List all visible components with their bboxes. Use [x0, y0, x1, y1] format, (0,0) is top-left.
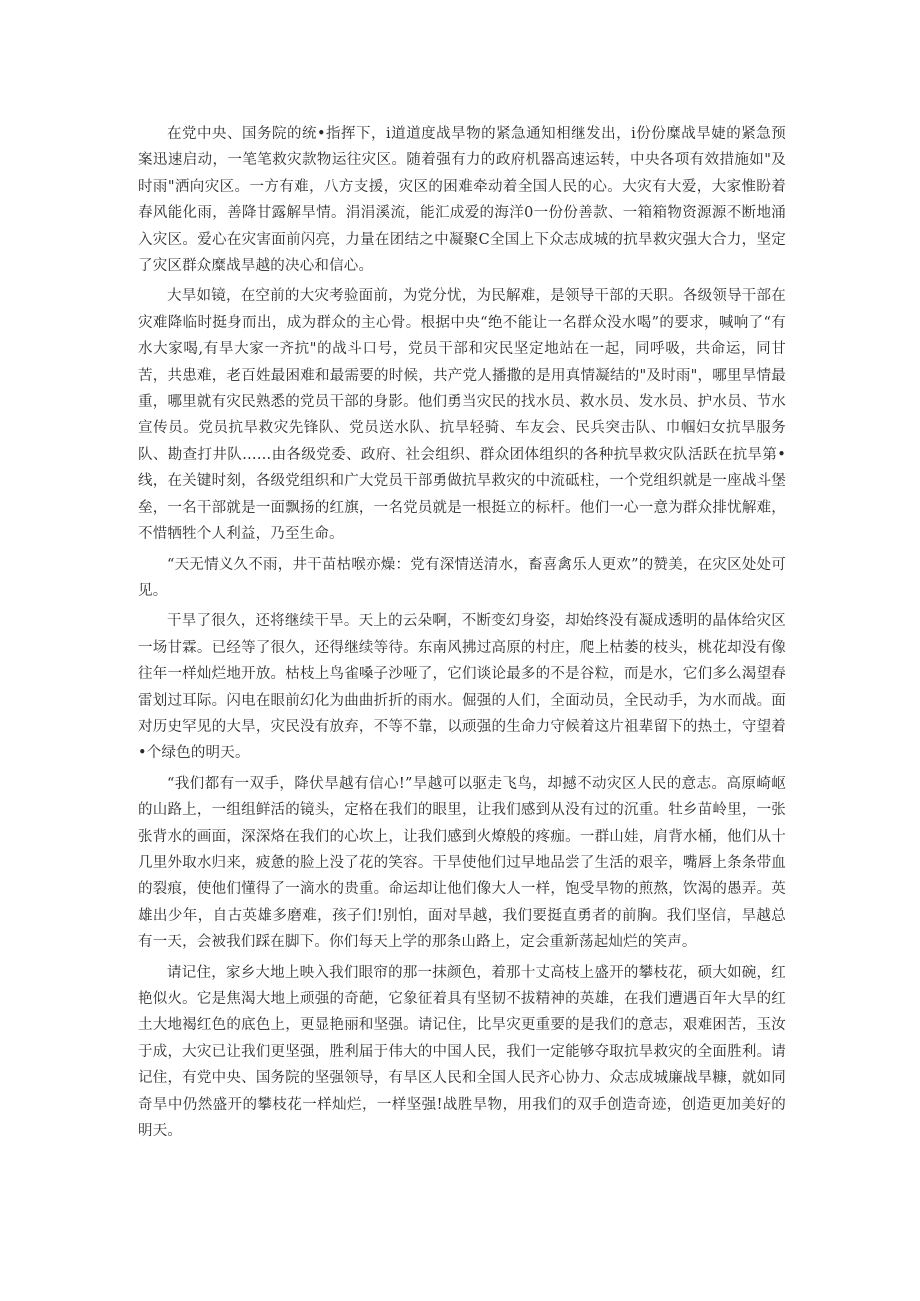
- paragraph-4: 干旱了很久，还将继续干旱。天上的云朵啊，不断变幻身姿，却始终没有凝成透明的晶体给灾区一场甘霖。已经等了很久，还得继续等待。东南风拂过高原的村庄，爬上枯萎的枝头，桃花却没有像往年一样灿烂地开放。枯枝上鸟雀嗓子沙哑了，它们谈论最多的不是谷粒，而是水，它们多么渴望春雷划过耳际。闪电在眼前幻化为曲曲折折的雨水。倔强的人们，全面动员，全民动手，为水而战。面对历史罕见的大旱，灾民没有放弃，不等不靠，以顽强的生命力守候着这片祖辈留下的热土，守望着•个绿色的明天。: [138, 613, 786, 762]
- paragraph-5: “我们都有一双手，降伏旱越有信心!”旱越可以驱走飞鸟，却撼不动灾区人民的意志。高原崎岖的山路上，一组组鲜活的镜头，定格在我们的眼里，让我们感到从没有过的沉重。牡乡苗岭里，一张张背水的画面，深深烙在我们的心坎上，让我们感到火燎般的疼痂。一群山娃，肩背水桶，他们从十几里外取水归来，疲惫的脸上没了花的笑容。干旱使他们过早地品尝了生活的艰辛，嘴唇上条条带血的裂痕，使他们懂得了一滴水的贵重。命运却让他们像大人一样，饱受旱物的煎熬，饮渴的愚弄。英雄出少年，自古英雄多磨难，孩子们!别怕，面对旱越，我们要挺直勇者的前胸。我们坚信，旱越总有一天，会被我们踩在脚下。你们每天上学的那条山路上，定会重新荡起灿烂的笑声。: [138, 775, 786, 951]
- document-body: [138, 121, 786, 1148]
- paragraph-1: 在党中央、国务院的统•指挥下，i道道度战旱物的紧急通知相继发出，i份份糜战旱婕的紧急预案迅速启动，一笔笔救灾款物运往灾区。随着强有力的政府机器高速运转，中央各项有效措施如"及时雨"洒向灾区。一方有难，八方支援，灾区的困难牵动着全国人民的心。大灾有大爱，大家惟盼着春风能化雨，善降甘露解旱情。涓涓溪流，能汇成爱的海洋0一份份善款、一箱箱物资源源不断地涌入灾区。爱心在灾害面前闪亮，力量在团结之中凝聚C全国上下众志成城的抗旱救灾强大合力，坚定了灾区群众糜战旱越的决心和信心。: [138, 126, 786, 275]
- paragraph-6: 请记住，家乡大地上映入我们眼帘的那一抹颜色，着那十丈高枝上盛开的攀枝花，硕大如碗，红艳似火。它是焦渴大地上顽强的奇葩，它象征着具有坚韧不拔精神的英雄，在我们遭遇百年大旱的红土大地褐红色的底色上，更显艳丽和坚强。请记住，比旱灾更重要的是我们的意志，艰难困苦，玉汝于成，大灾已让我们更坚强，胜利届于伟大的中国人民，我们一定能够夺取抗旱救灾的全面胜利。请记住，有党中央、国务院的坚强领导，有旱区人民和全国人民齐心协力、众志成城廉战旱糠，就如同奇旱中仍然盛开的攀枝花一样灿烂，一样坚强!战胜旱物，用我们的双手创造奇迹，创造更加美好的明天。: [138, 964, 786, 1140]
- paragraph-2: 大旱如镜，在空前的大灾考验面前，为党分忧，为民解难，是领导干部的天职。各级领导干部在灾难降临时挺身而出，成为群众的主心骨。根据中央“绝不能让一名群众没水喝”的要求，喊响了“有水大家喝,有旱大家一齐抗"的战斗口号，党员干部和灾民坚定地站在一起，同呼吸，共命运，同甘苦，共患难，老百姓最困难和最需要的时候，共产党人播撒的是用真情凝结的"及时雨"，哪里旱情最重，哪里就有灾民熟悉的党员干部的身影。他们勇当灾民的找水员、救水员、发水员、护水员、节水宣传员。党员抗旱救灾先锋队、党员送水队、抗旱轻骑、车友会、民兵突击队、巾帼妇女抗旱服务队、勘查打井队……由各级党委、政府、社会组织、群众团体组织的各种抗旱救灾队活跃在抗旱第•线，在关键时刻，各级党组织和广大党员干部勇做抗旱救灾的中流砥柱，一个党组织就是一座战斗堡垒，一名干部就是一面飘扬的红旗，一名党员就是一根挺立的标杆。他们一心一意为群众排忧解难，不惜牺牲个人利益，乃至生命。: [138, 288, 786, 543]
- paragraph-3: “天无情义久不雨，井干苗枯喉亦燥：党有深情送清水，畜喜禽乐人更欢”的赞美，在灾区处处可见。: [138, 556, 786, 599]
